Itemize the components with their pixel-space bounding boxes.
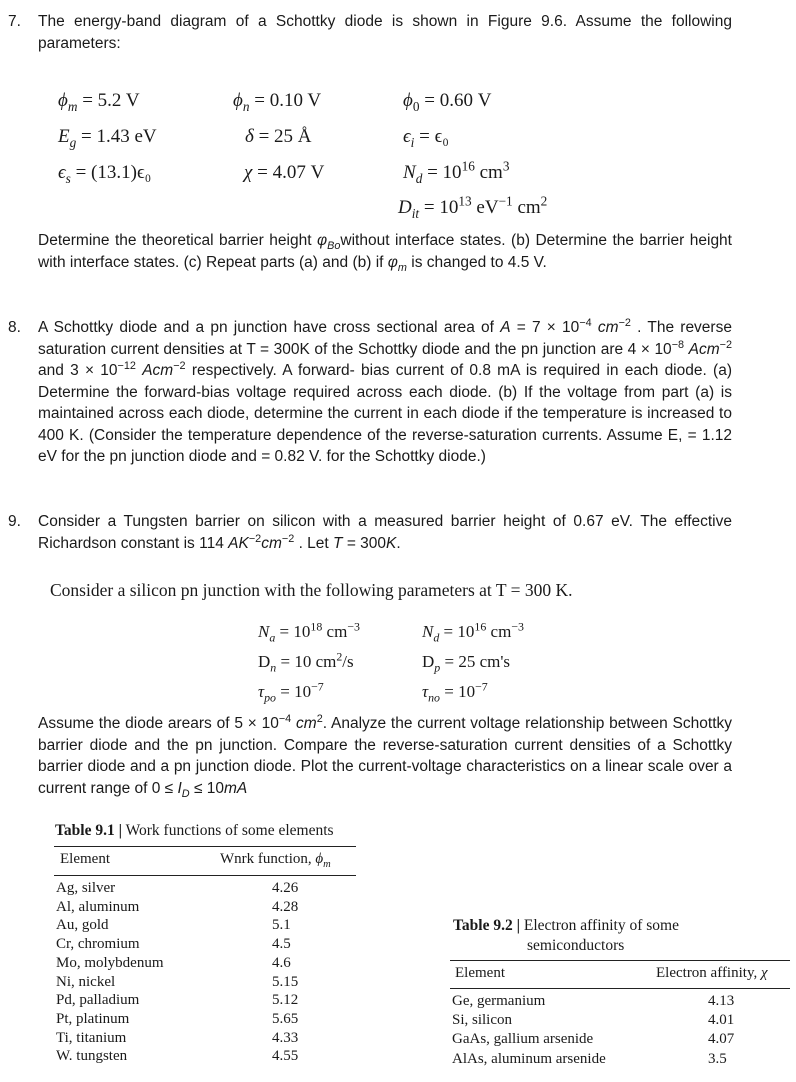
- question-9-number: 9.: [8, 513, 21, 530]
- table-1-row-element: Ti, titanium: [56, 1029, 127, 1046]
- param-chi: χ = 4.07 V: [244, 162, 325, 183]
- param-nd-junction: $N_d = 10^{16}$ $cm^{-3}$: [422, 619, 524, 645]
- table-2-row-value: 3.5: [708, 1050, 727, 1067]
- question-8-number: 8.: [8, 319, 21, 336]
- table-1-row-element: Ag, silver: [56, 880, 116, 896]
- param-eps-s: $\epsilon_s = (13.1)\epsilon_0$: [58, 162, 152, 186]
- table-1-row-element: Pt, platinum: [56, 1010, 130, 1027]
- question-9-analysis: Assume the diode arears of $5 \times 10^{-4}$ $cm^2$. Analyze the current voltage relationship between Schottky barrier diode and the pn junction. Compare the reverse-saturation current densities of a Schottky barrier diode and a pn junction diode. Plot the current-voltage characteristics on a linear scale over a current range of $0 \le I_D \le 10mA$: [38, 712, 732, 800]
- table-1-top-rule: [54, 846, 356, 847]
- silicon-junction-intro: Consider a silicon pn junction with the following parameters at T = 300 K.: [50, 580, 573, 600]
- table-1-row-element: Ni, nickel: [56, 973, 116, 990]
- table-1-row-value: 5.65: [272, 1010, 299, 1027]
- table-electron-affinity: [450, 917, 790, 1077]
- table-1-row-value: 4.28: [272, 898, 299, 915]
- table-2-caption-line2: semiconductors: [527, 937, 625, 954]
- question-9-text: Consider a Tungsten barrier on silicon with a measured barrier height of 0.67 eV. The effective Richardson constant is 114 $AK^{-2}cm^{-2}$ . Let T = 300K.: [38, 513, 732, 552]
- table-1-row-value: 4.33: [272, 1029, 299, 1046]
- table-1-caption: Table 9.1 | Work functions of some elements: [55, 822, 334, 839]
- table-2-header-rule: [450, 988, 790, 989]
- table-2-row-element: GaAs, gallium arsenide: [452, 1031, 594, 1048]
- param-nd: $N_d = 10^{16}$ $cm^3$: [403, 158, 510, 186]
- question-8-text: A Schottky diode and a pn junction have cross sectional area of $A = 7 \times 10^{-4}$ $cm^{-2}$ . The reverse saturation current densities at T = 300K of the Schottky diode and the pn junction are $4 \times 10^{-8}$ Acm$^{-2}$ and $3 \times 10^{-12}$ Acm$^{-2}$ respectively. A forward- bias current of 0.8 mA is required in each diode. (a) Determine the forward-bias voltage required across each diode. (b) If the voltage from part (a) is maintained across each diode, determine the current in each diode if the temperature is increased to 400 K. (Consider the temperature dependence of the reverse-saturation currents. Assume E, = 1.12 eV for the pn junction diode and = 0.82 V. for the Schottky diode.): [38, 316, 732, 465]
- param-eps-i: $\epsilon_i = \epsilon_0$: [403, 126, 449, 150]
- table-2-row-value: 4.07: [708, 1031, 735, 1048]
- table-1-row-element: W. tungsten: [56, 1048, 128, 1065]
- table-2-row-element: Si, silicon: [452, 1012, 513, 1029]
- param-tau-p: $\tau_{po} = 10^{-7}$: [258, 679, 324, 705]
- table-1-row-value: 4.6: [272, 954, 291, 971]
- table-1-row-value: 4.55: [272, 1048, 299, 1065]
- param-phi-n: $\phi_n = 0.10$ V: [233, 90, 322, 114]
- table-1-row-element: Au, gold: [56, 917, 109, 934]
- param-delta: δ = 25 Å: [245, 126, 312, 147]
- table-1-header-rule: [54, 875, 356, 876]
- param-eg: $E_g = 1.43$ eV: [58, 126, 157, 150]
- table-2-row-element: AlAs, aluminum arsenide: [452, 1050, 606, 1067]
- table-1-row-value: 4.5: [272, 936, 291, 953]
- table-1-row-value: 4.26: [272, 880, 299, 896]
- question-7-number: 7.: [8, 13, 21, 30]
- table-2-header-affinity: Electron affinity, χ: [656, 965, 768, 981]
- table-1-row-value: 5.15: [272, 973, 299, 990]
- param-phi-0: $\phi_0 = 0.60$ V: [403, 90, 492, 114]
- param-dit: $D_{it} = 10^{13}$ $eV^{-1}$ $cm^2$: [398, 193, 548, 221]
- table-1-row-element: Mo, molybdenum: [56, 954, 164, 971]
- param-dn: $D_n = 10$ $cm^2/s$: [258, 649, 354, 675]
- param-phi-m: $\phi_m = 5.2$ V: [58, 90, 140, 114]
- param-dp: $D_p = 25$ cm's: [422, 652, 511, 675]
- table-1-row-element: Al, aluminum: [56, 898, 140, 915]
- table-2-header-element: Element: [455, 965, 505, 981]
- table-1-row-element: Cr, chromium: [56, 936, 140, 953]
- table-2-row-value: 4.01: [708, 1012, 735, 1029]
- table-1-row-value: 5.1: [272, 917, 291, 934]
- table-2-caption: Table 9.2 | Electron affinity of some: [453, 917, 679, 934]
- param-na: $N_a = 10^{18}$ $cm^{-3}$: [258, 619, 360, 645]
- table-1-row-value: 5.12: [272, 992, 299, 1009]
- table-1-row-element: Pd, palladium: [56, 992, 140, 1009]
- param-tau-n: $\tau_{no} = 10^{-7}$: [422, 679, 488, 705]
- question-7-tasks: Determine the theoretical barrier height $\varphi_{Bo}without$ interface states. (b) Determine the barrier height with interface states. (c) Repeat parts (a) and (b) if $\varphi_m$ is changed to 4.5 V.: [38, 232, 732, 274]
- question-7-intro: The energy-band diagram of a Schottky diode is shown in Figure 9.6. Assume the following parameters:: [38, 13, 732, 52]
- table-1-header-work-function: Wnrk function, $\phi_m$: [220, 851, 331, 870]
- table-2-top-rule: [450, 960, 790, 961]
- table-2-row-element: Ge, germanium: [452, 993, 546, 1009]
- table-1-header-element: Element: [60, 851, 110, 867]
- table-2-row-value: 4.13: [708, 993, 735, 1009]
- table-work-functions: [54, 822, 356, 1072]
